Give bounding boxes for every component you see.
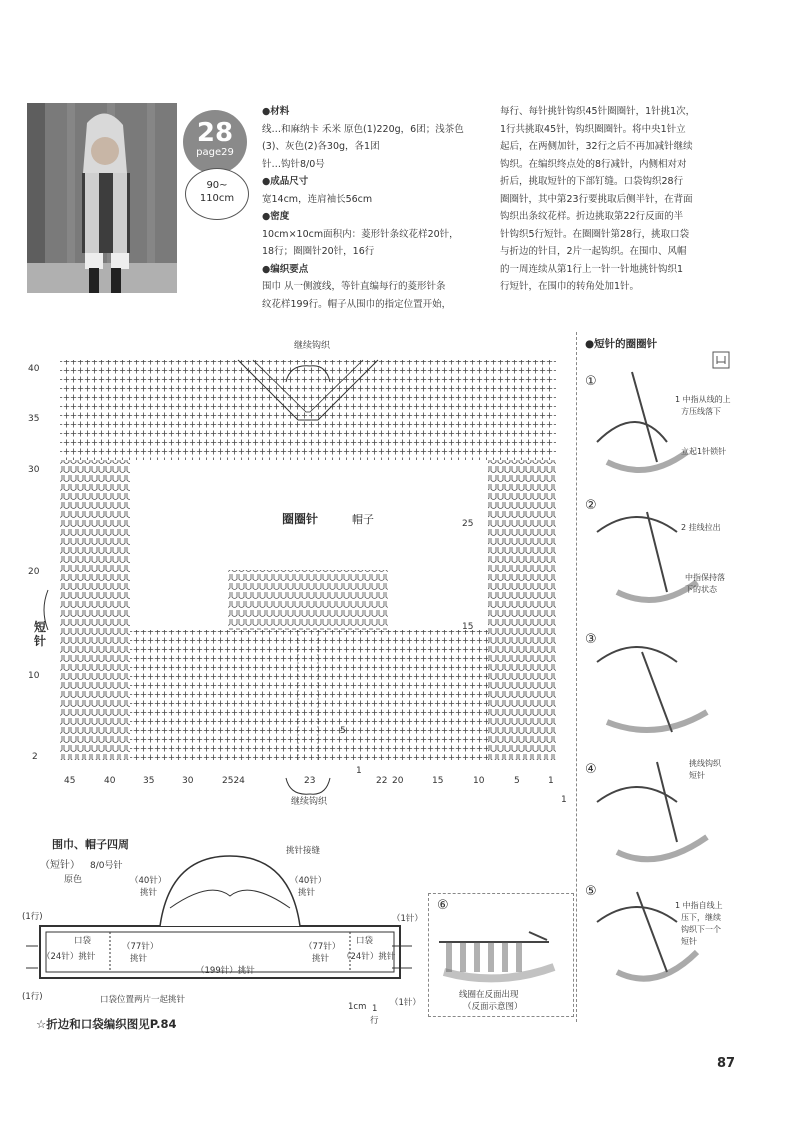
layout-color: 原色 bbox=[64, 875, 83, 885]
col-label: 35 bbox=[143, 776, 155, 786]
row-label: 20 bbox=[28, 567, 40, 577]
reverse-side-illustration bbox=[429, 912, 573, 992]
instruction-line: 每行、每针挑针钩织45针圈圈针，1针挑1次， bbox=[500, 106, 696, 117]
materials-hook: 针…钩针8/0号 bbox=[262, 158, 325, 170]
step6-box bbox=[428, 893, 574, 1017]
layout-pocket-left: 口袋 bbox=[74, 936, 92, 946]
layout-s24-left: （24针）挑针 bbox=[42, 952, 96, 962]
layout-one-cm: 1cm bbox=[348, 1002, 367, 1012]
size-line2: 110cm bbox=[199, 193, 235, 204]
pattern-number-circle bbox=[183, 110, 247, 174]
pattern-badge bbox=[183, 110, 263, 214]
layout-s77-right: （77针） bbox=[304, 942, 341, 952]
layout-one-stitch-top: （1针） bbox=[392, 914, 423, 924]
step-note: 立起1针锁针 bbox=[681, 447, 727, 456]
row-label: 40 bbox=[28, 364, 40, 374]
gauge-heading: ●密度 bbox=[262, 211, 290, 222]
step-number: ① bbox=[585, 374, 597, 389]
step-note: 短针 bbox=[681, 937, 697, 946]
layout-title: 围巾、帽子四周 bbox=[52, 838, 129, 851]
step-number: ④ bbox=[585, 762, 597, 777]
pattern-number: 28 bbox=[196, 118, 234, 148]
inner-row-label: 15 bbox=[462, 622, 474, 632]
steps-panel bbox=[576, 332, 737, 1022]
materials-yarn-line1: 线…和麻纳卡 禾米 原色(1)220g，6团；浅茶色 bbox=[262, 123, 464, 135]
layout-s24-right: （24针）挑针 bbox=[342, 952, 396, 962]
instruction-line: 折后，挑取短针的下部钉缝。口袋钩织28行 bbox=[500, 176, 684, 187]
chart-side-label: 短针 bbox=[34, 620, 47, 648]
col-label: 10 bbox=[473, 776, 485, 786]
step-note: 短针 bbox=[689, 771, 705, 780]
col-label: 5 bbox=[514, 776, 520, 786]
chart-hood-label: 帽子 bbox=[352, 513, 374, 526]
layout-one-stitch-bottom: （1针） bbox=[390, 998, 421, 1008]
layout-s77-left: （77针） bbox=[122, 942, 159, 952]
gauge-line1: 10cm×10cm面积内：菱形针条纹花样20针， bbox=[262, 228, 459, 240]
instructions-column bbox=[500, 103, 736, 296]
col-label: 2524 bbox=[222, 776, 245, 786]
stitch-chart bbox=[28, 330, 568, 810]
col-label: 45 bbox=[64, 776, 76, 786]
layout-stitch: （短针） bbox=[40, 860, 80, 871]
instruction-line: 1行共挑取45针，钩织圈圈针。将中央1针立 bbox=[500, 123, 686, 135]
layout-one-cm3: 行 bbox=[370, 1016, 379, 1026]
layout-forty-left2: 挑针 bbox=[140, 888, 158, 898]
size-line1: 90~ bbox=[206, 180, 228, 191]
corner-label: 1 bbox=[561, 795, 567, 805]
layout-pocket-note: 口袋位置两片一起挑针 bbox=[100, 995, 186, 1005]
step-number: ⑥ bbox=[437, 898, 449, 913]
layout-one-cm2: 1 bbox=[372, 1004, 378, 1014]
instruction-line: 针钩织5行短针。在圈圈针第28行，挑取口袋 bbox=[500, 228, 690, 240]
step-number: ⑤ bbox=[585, 884, 597, 899]
materials-column bbox=[262, 103, 492, 313]
layout-footnote: ☆折边和口袋编织图见P.84 bbox=[36, 1017, 177, 1031]
materials-yarn-line2: (3)、灰色(2)各30g，各1团 bbox=[262, 141, 380, 152]
size-circle bbox=[185, 168, 249, 220]
layout-forty-left: （40针） bbox=[130, 876, 167, 886]
instruction-line: 钩织。在编织终点处的8行减针，内侧相对对 bbox=[500, 158, 687, 170]
layout-s199: （199针）挑针 bbox=[196, 966, 255, 976]
layout-forty-right2: 挑针 bbox=[298, 888, 316, 898]
layout-s77-left2: 挑针 bbox=[130, 954, 148, 964]
col-label: 23 bbox=[304, 776, 316, 786]
col-label: 30 bbox=[182, 776, 194, 786]
layout-forty-right: （40针） bbox=[290, 876, 327, 886]
row-label: 2 bbox=[32, 752, 38, 762]
layout-hood-join: 挑针接缝 bbox=[286, 846, 321, 856]
steps-title: ●短针的圈圈针 bbox=[585, 338, 658, 350]
layout-pocket-right: 口袋 bbox=[356, 936, 374, 946]
instruction-line: 圈圈针，其中第23行要挑取后侧半针，在背面 bbox=[500, 193, 693, 205]
chart-top-label: 继续钩织 bbox=[294, 341, 331, 351]
step-note: 2 挂线拉出 bbox=[681, 523, 721, 532]
layout-s77-right2: 挑针 bbox=[312, 954, 330, 964]
page-number: 87 bbox=[717, 1056, 736, 1071]
row-label: 30 bbox=[28, 465, 40, 475]
instruction-line: 与折边的针目，2片一起钩织。在围巾、风帽 bbox=[500, 246, 687, 257]
chart-bottom-label: 继续钩织 bbox=[291, 797, 328, 807]
chart-center-label: 圈圈针 bbox=[282, 512, 319, 526]
instruction-line: 起后，在两侧加针，32行之后不再加减针继续 bbox=[500, 141, 693, 152]
step6-note1: 线圈在反面出现 bbox=[459, 990, 519, 1000]
row-label: 35 bbox=[28, 414, 40, 424]
model-photo bbox=[27, 103, 177, 293]
col-label: 15 bbox=[432, 776, 444, 786]
step-note: 挑线钩织 bbox=[689, 759, 721, 768]
points-line1: 围巾 从一侧渡线，等针直编每行的菱形针条 bbox=[262, 281, 446, 292]
step-number: ② bbox=[585, 498, 597, 513]
instruction-line: 钩织出条纹花样。折边挑取第22行反面的半 bbox=[500, 211, 684, 222]
points-heading: ●编织要点 bbox=[262, 263, 309, 275]
step-number: ③ bbox=[585, 632, 597, 647]
instruction-line: 的一周连续从第1行上一针一针地挑针钩织1 bbox=[500, 263, 684, 275]
step-note: 1 中指自线上 bbox=[675, 901, 723, 910]
inner-row-label: 25 bbox=[462, 519, 474, 529]
step-note: 1 中指从线的上 bbox=[675, 395, 731, 404]
col-label: 1 bbox=[548, 776, 554, 786]
step-note: 方压线落下 bbox=[681, 407, 721, 416]
size-value: 宽14cm，连肩袖长56cm bbox=[262, 193, 373, 205]
step6-note2: （反面示意图） bbox=[463, 1002, 523, 1012]
inner-row-label: 1 bbox=[356, 766, 362, 776]
pattern-page: page29 bbox=[196, 147, 234, 158]
gauge-line2: 18行；圈圈针20针，16行 bbox=[262, 246, 375, 257]
step-note: 压下，继续 bbox=[681, 913, 721, 922]
layout-hook: 8/0号针 bbox=[90, 861, 123, 871]
size-heading: ●成品尺寸 bbox=[262, 176, 309, 187]
col-label: 40 bbox=[104, 776, 116, 786]
step-note: 下的状态 bbox=[685, 585, 717, 594]
step-note: 中指保持落 bbox=[685, 573, 725, 582]
col-label: 22 bbox=[376, 776, 388, 786]
child-photo-icon bbox=[27, 103, 177, 293]
instruction-line: 行短针，在围巾的转角处加1针。 bbox=[500, 281, 640, 292]
row-label: 10 bbox=[28, 671, 40, 681]
layout-one-row-top: (1行) bbox=[22, 912, 43, 922]
col-label: 20 bbox=[392, 776, 404, 786]
points-line2: 纹花样199行。帽子从围巾的指定位置开始， bbox=[262, 298, 452, 310]
inner-row-label: 5 bbox=[340, 726, 346, 736]
materials-heading: ●材料 bbox=[262, 106, 290, 117]
chart-grid bbox=[60, 360, 556, 760]
layout-diagram bbox=[20, 836, 420, 1026]
step-note: 钩织下一个 bbox=[681, 925, 721, 934]
layout-one-row-bottom: (1行) bbox=[22, 992, 43, 1002]
